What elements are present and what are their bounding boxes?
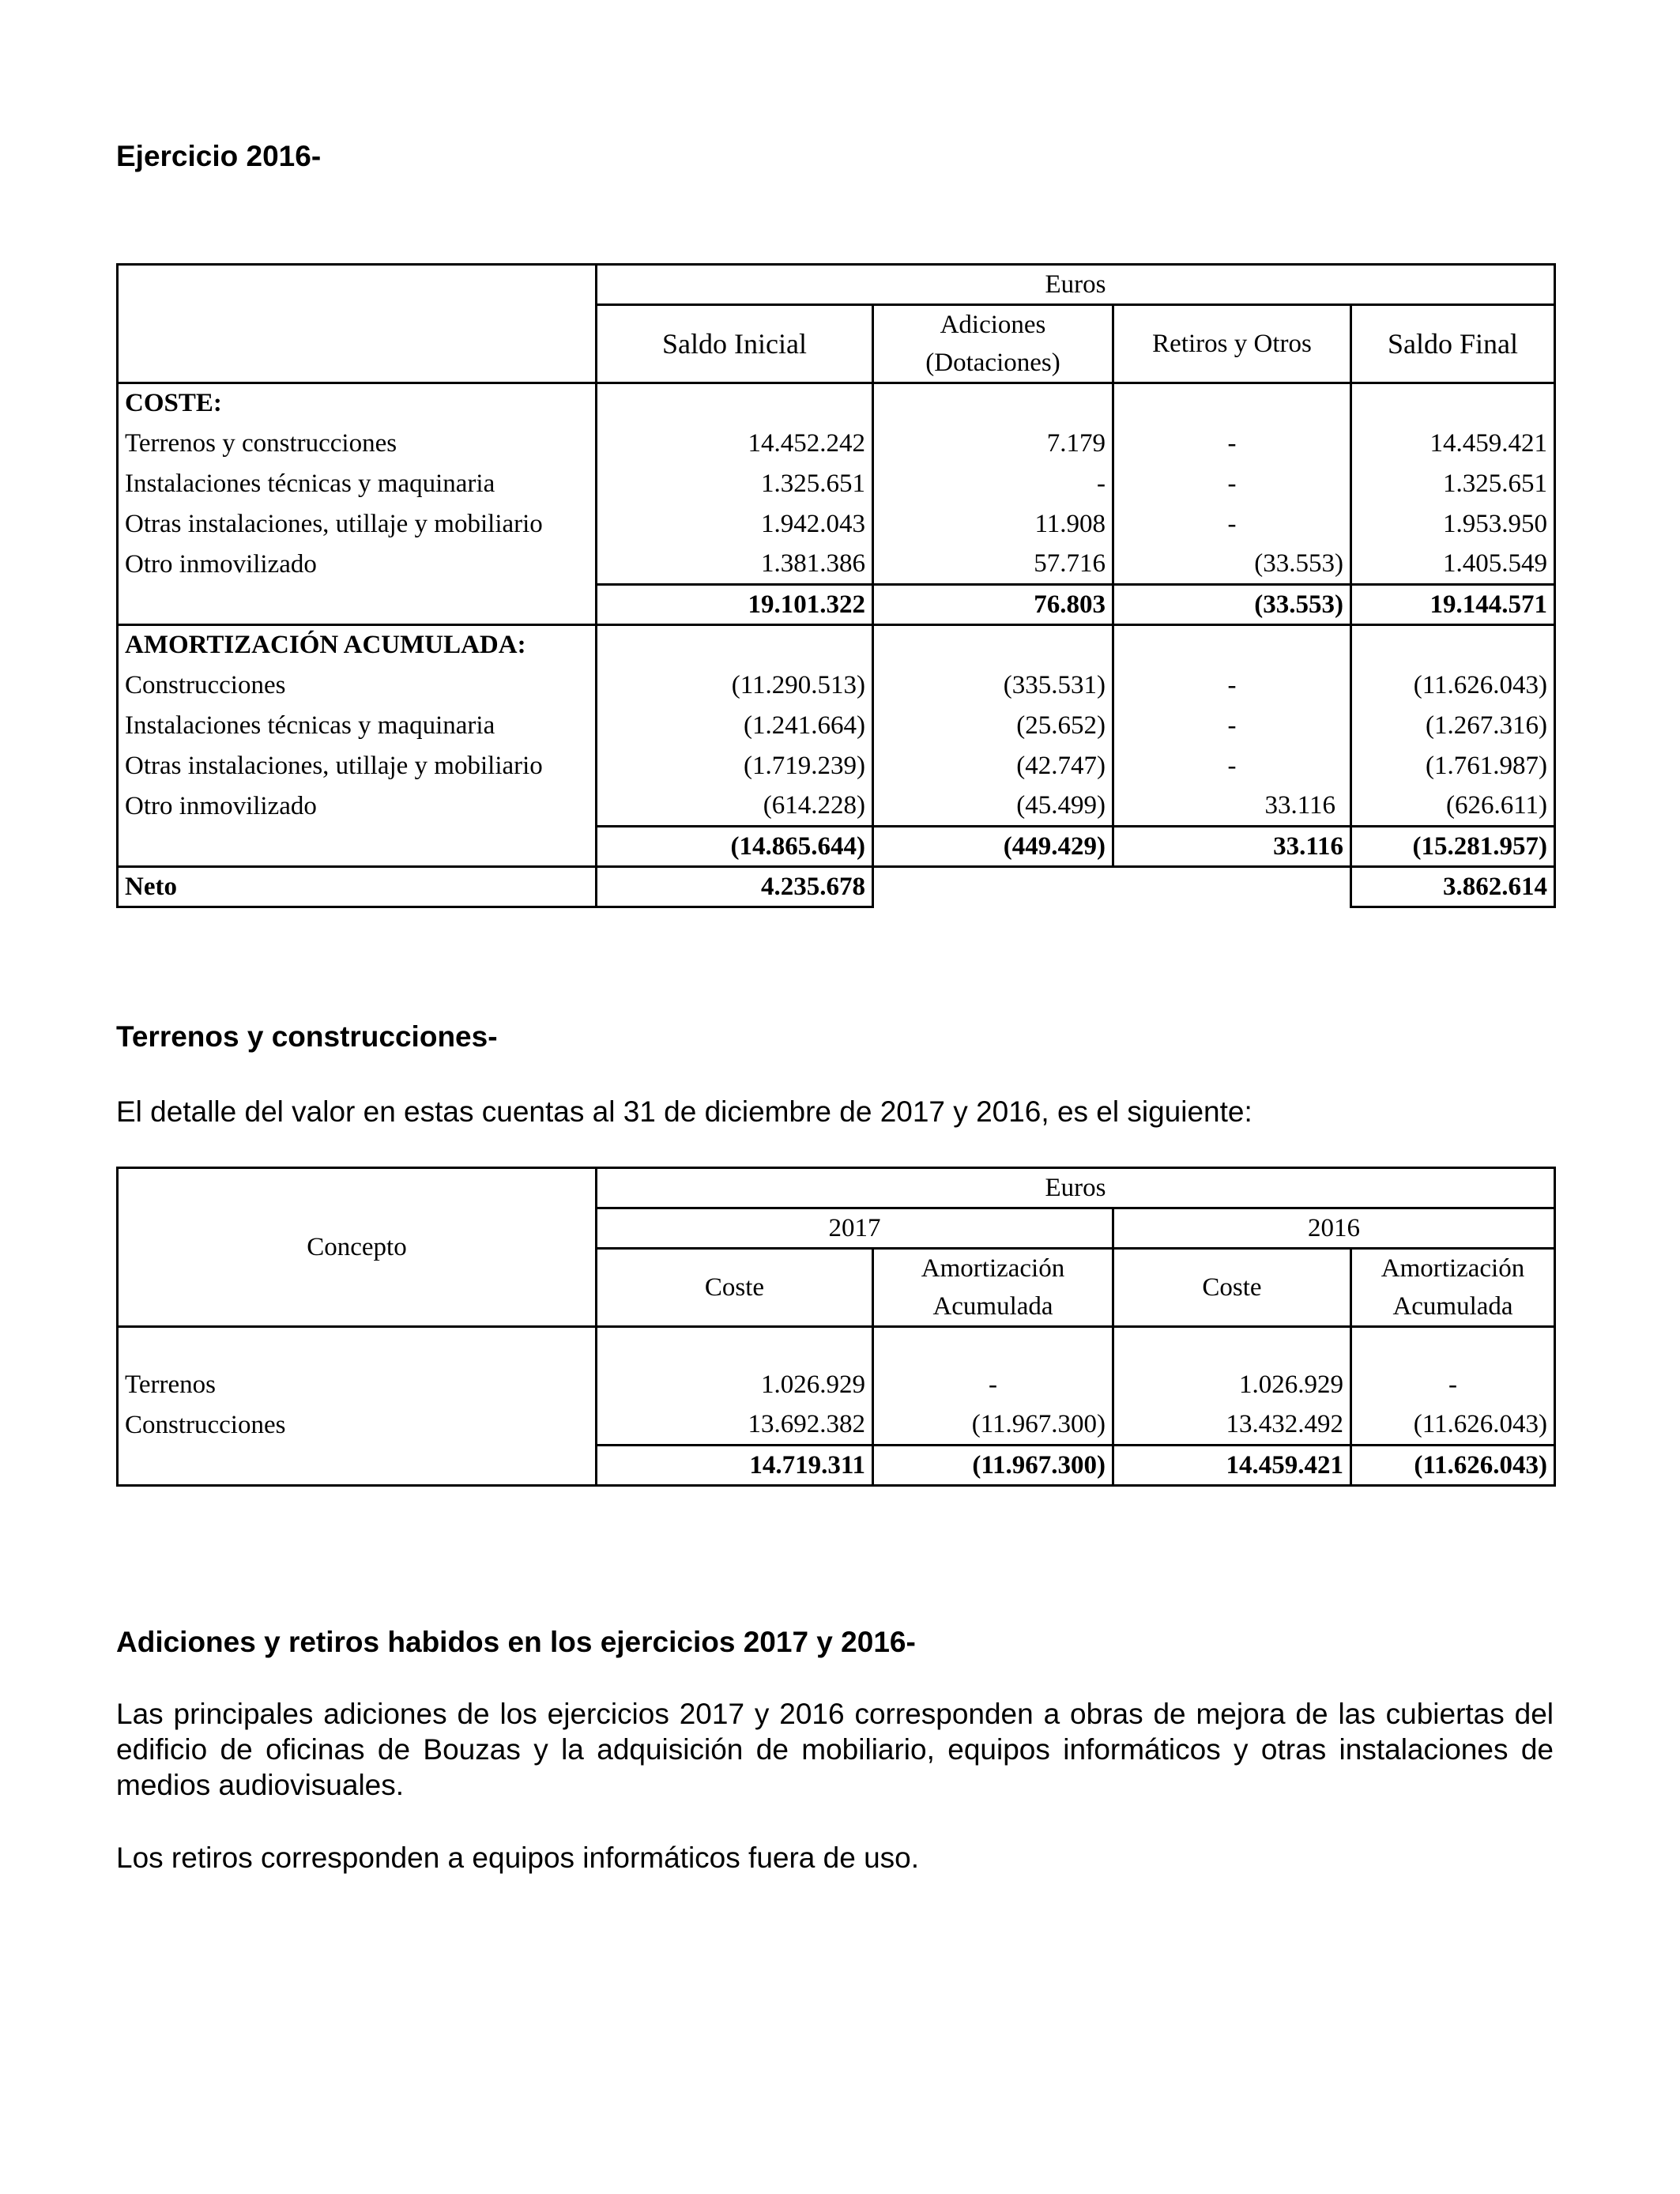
cell-adiciones: 57.716	[873, 545, 1113, 585]
cell-saldo-final: (1.267.316)	[1351, 706, 1555, 746]
table2-col-amort-2016-line1: Amortización	[1381, 1254, 1525, 1283]
row-label: Otro inmovilizado	[118, 545, 597, 585]
cell-coste-2016: 1.026.929	[1113, 1365, 1351, 1405]
cell-saldo-inicial: 1.381.386	[597, 545, 873, 585]
section-heading-ejercicio-2016: Ejercicio 2016-	[116, 140, 322, 172]
cell-adiciones: (25.652)	[873, 706, 1113, 746]
adiciones-paragraph: Las principales adiciones de los ejercicios 2017 y 2016 corresponden a obras de mejora de las cubiertas del edificio de oficinas de Bouzas y la adquisición de mobiliario, equipos informáticos y otras instalaciones de medios audiovisuales.	[116, 1698, 1554, 1801]
cell-coste-2017: 1.026.929	[597, 1365, 873, 1405]
cell-retiros: (33.553)	[1113, 545, 1351, 585]
total-amort-2017: (11.967.300)	[873, 1446, 1113, 1486]
cell-saldo-inicial: (614.228)	[597, 786, 873, 827]
cell-retiros: -	[1113, 464, 1351, 504]
total-saldo-inicial: 19.101.322	[597, 585, 873, 625]
table1-col-adiciones-line2: (Dotaciones)	[925, 349, 1060, 377]
neto-saldo-inicial: 4.235.678	[597, 867, 873, 907]
cell-adiciones: (45.499)	[873, 786, 1113, 827]
total-coste-2017: 14.719.311	[597, 1446, 873, 1486]
table1-coste-label: COSTE:	[118, 383, 597, 424]
row-label: Terrenos y construcciones	[118, 424, 597, 464]
total-amort-2016: (11.626.043)	[1351, 1446, 1555, 1486]
row-label: Otras instalaciones, utillaje y mobiliario	[118, 504, 597, 545]
table1-amortizacion-label: AMORTIZACIÓN ACUMULADA:	[118, 625, 597, 665]
table-row	[118, 706, 1555, 746]
cell-saldo-final: (1.761.987)	[1351, 746, 1555, 786]
cell-saldo-final: (11.626.043)	[1351, 665, 1555, 706]
table-terrenos-construcciones	[116, 1167, 1556, 1487]
table2-year-2017: 2017	[597, 1208, 1113, 1249]
row-label: Construcciones	[118, 665, 597, 706]
row-label: Otro inmovilizado	[118, 786, 597, 827]
total-saldo-final: 19.144.571	[1351, 585, 1555, 625]
cell-coste-2017: 13.692.382	[597, 1405, 873, 1446]
table2-concepto-header: Concepto	[118, 1168, 597, 1327]
table1-euros-header: Euros	[597, 265, 1555, 305]
cell-retiros: -	[1113, 424, 1351, 464]
cell-amort-2016: -	[1351, 1365, 1555, 1405]
cell-amort-2017: (11.967.300)	[873, 1405, 1113, 1446]
row-label: Terrenos	[118, 1365, 597, 1405]
table-row	[118, 464, 1555, 504]
cell-amort-2017: -	[873, 1365, 1113, 1405]
section-heading-terrenos: Terrenos y construcciones-	[116, 1020, 498, 1053]
table-row	[118, 1365, 1555, 1405]
cell-saldo-final: 1.953.950	[1351, 504, 1555, 545]
row-label: Instalaciones técnicas y maquinaria	[118, 706, 597, 746]
cell-saldo-final: (626.611)	[1351, 786, 1555, 827]
table1-col-adiciones	[873, 305, 1113, 383]
table2-col-amort-2017	[873, 1249, 1113, 1327]
cell-saldo-inicial: 1.942.043	[597, 504, 873, 545]
neto-saldo-final: 3.862.614	[1351, 867, 1555, 907]
terrenos-intro-text: El detalle del valor en estas cuentas al 31 de diciembre de 2017 y 2016, es el siguiente:	[116, 1095, 1252, 1128]
table2-col-amort-2016-line2: Acumulada	[1392, 1292, 1513, 1321]
cell-adiciones: 7.179	[873, 424, 1113, 464]
cell-coste-2016: 13.432.492	[1113, 1405, 1351, 1446]
neto-label: Neto	[118, 867, 597, 907]
row-label: Otras instalaciones, utillaje y mobiliario	[118, 746, 597, 786]
table2-col-coste-2016: Coste	[1113, 1249, 1351, 1327]
cell-saldo-final: 1.405.549	[1351, 545, 1555, 585]
table-row-total	[118, 1446, 1555, 1486]
table2-col-amort-2017-line1: Amortización	[921, 1254, 1065, 1283]
cell-saldo-inicial: 1.325.651	[597, 464, 873, 504]
total-saldo-final: (15.281.957)	[1351, 827, 1555, 867]
table2-euros-header: Euros	[597, 1168, 1555, 1208]
cell-saldo-inicial: (11.290.513)	[597, 665, 873, 706]
table-row-total-coste	[118, 585, 1555, 625]
table-row	[118, 424, 1555, 464]
cell-retiros: 33.116	[1113, 786, 1351, 827]
table-row	[118, 1405, 1555, 1446]
table1-col-saldo-inicial: Saldo Inicial	[597, 305, 873, 383]
total-adiciones: (449.429)	[873, 827, 1113, 867]
row-label: Construcciones	[118, 1405, 597, 1446]
table2-col-amort-2016	[1351, 1249, 1555, 1327]
table-row-neto	[118, 867, 1555, 907]
cell-retiros: -	[1113, 665, 1351, 706]
cell-adiciones: (42.747)	[873, 746, 1113, 786]
table-row	[118, 665, 1555, 706]
total-retiros: (33.553)	[1113, 585, 1351, 625]
table-row	[118, 746, 1555, 786]
row-label: Instalaciones técnicas y maquinaria	[118, 464, 597, 504]
retiros-paragraph: Los retiros corresponden a equipos informáticos fuera de uso.	[116, 1842, 920, 1874]
table1-col-adiciones-line1: Adiciones	[940, 311, 1046, 339]
cell-saldo-inicial: (1.241.664)	[597, 706, 873, 746]
cell-adiciones: -	[873, 464, 1113, 504]
cell-saldo-inicial: (1.719.239)	[597, 746, 873, 786]
total-retiros: 33.116	[1113, 827, 1351, 867]
total-adiciones: 76.803	[873, 585, 1113, 625]
table-row	[118, 504, 1555, 545]
cell-amort-2016: (11.626.043)	[1351, 1405, 1555, 1446]
cell-retiros: -	[1113, 746, 1351, 786]
table1-col-saldo-final: Saldo Final	[1351, 305, 1555, 383]
table2-col-coste-2017: Coste	[597, 1249, 873, 1327]
cell-saldo-final: 1.325.651	[1351, 464, 1555, 504]
cell-saldo-final: 14.459.421	[1351, 424, 1555, 464]
table2-year-2016: 2016	[1113, 1208, 1555, 1249]
table1-corner-cell	[118, 265, 597, 383]
table1-col-retiros: Retiros y Otros	[1113, 305, 1351, 383]
table2-col-amort-2017-line2: Acumulada	[932, 1292, 1053, 1321]
cell-retiros: -	[1113, 504, 1351, 545]
cell-adiciones: (335.531)	[873, 665, 1113, 706]
table-row	[118, 545, 1555, 585]
section-heading-adiciones-retiros: Adiciones y retiros habidos en los ejercicios 2017 y 2016-	[116, 1626, 916, 1658]
table-row	[118, 786, 1555, 827]
total-coste-2016: 14.459.421	[1113, 1446, 1351, 1486]
cell-retiros: -	[1113, 706, 1351, 746]
cell-saldo-inicial: 14.452.242	[597, 424, 873, 464]
total-saldo-inicial: (14.865.644)	[597, 827, 873, 867]
table-movimientos-2016	[116, 263, 1556, 908]
table-row-total-amortizacion	[118, 827, 1555, 867]
cell-adiciones: 11.908	[873, 504, 1113, 545]
